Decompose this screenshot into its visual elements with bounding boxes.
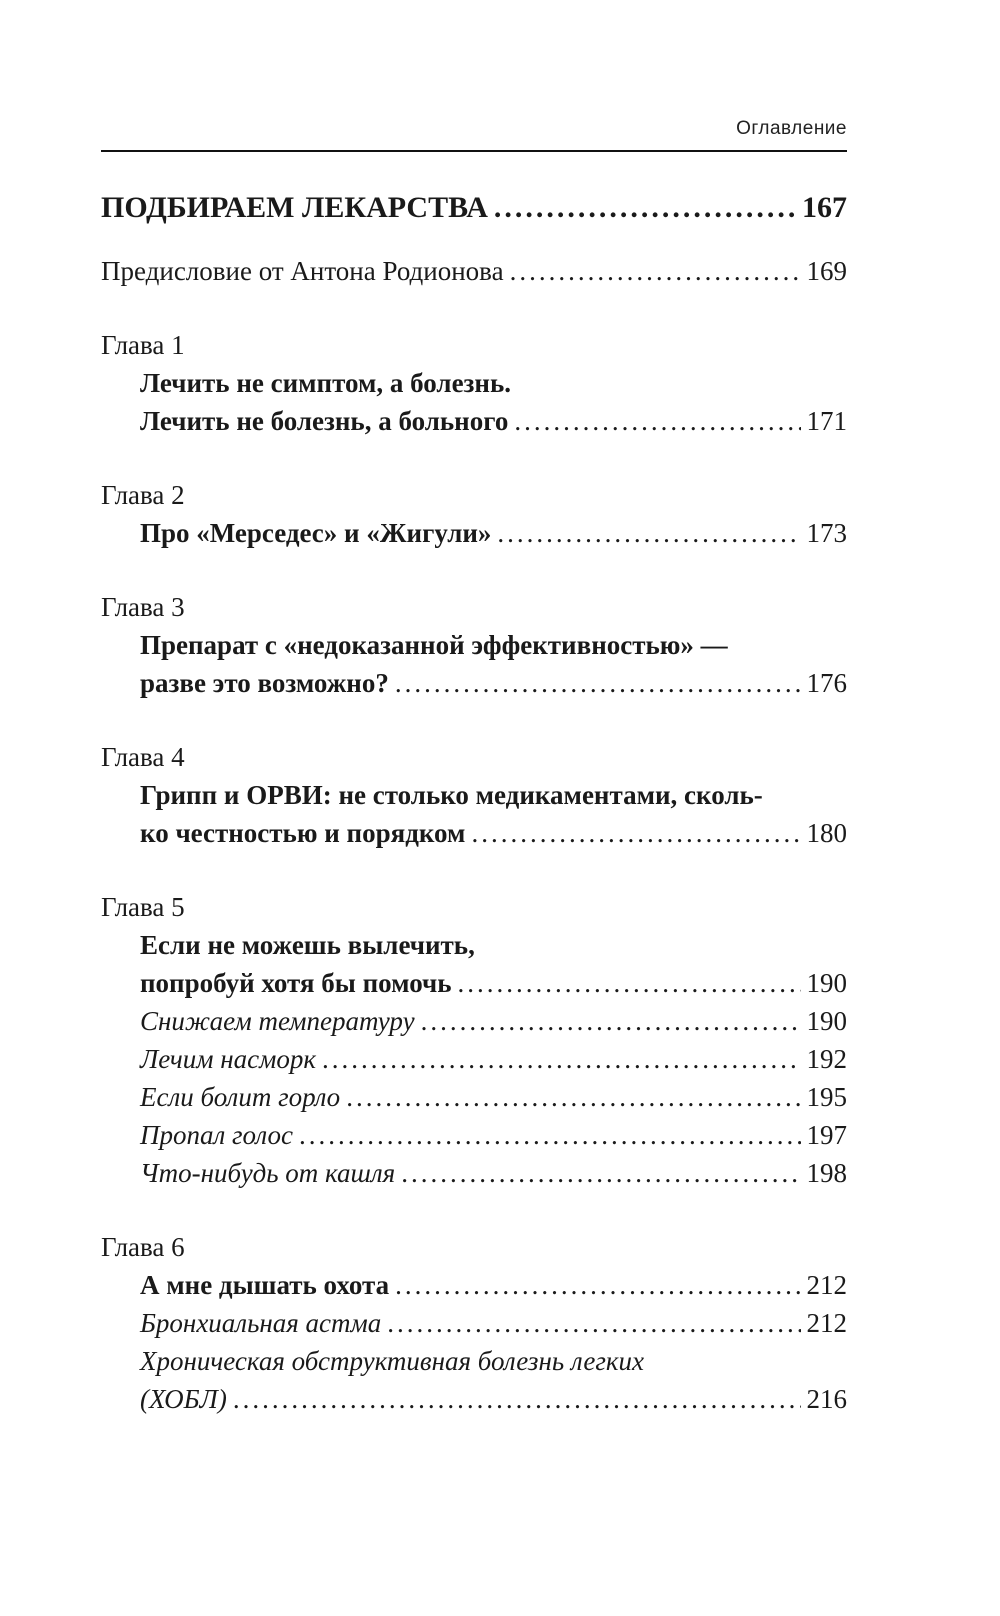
dot-leader (395, 1266, 800, 1304)
section-page-number: 167 (802, 191, 847, 224)
dot-leader (510, 252, 801, 290)
dot-leader (395, 664, 801, 702)
entry-page-number: 197 (806, 1120, 847, 1150)
entry-title: Пропал голос (140, 1120, 293, 1150)
dot-leader (458, 964, 801, 1002)
chapter-body (101, 1266, 847, 1418)
dot-leader (401, 1154, 800, 1192)
chapter-title-line: Препарат с «недоказанной эффективностью» — (140, 630, 728, 660)
subsection-entry (140, 1002, 847, 1040)
entry-page-number: 212 (806, 1270, 847, 1300)
chapter-title-entry (140, 514, 847, 552)
section-title: ПОДБИРАЕМ ЛЕКАРСТВА (101, 191, 488, 224)
subsection-entry (140, 1078, 847, 1116)
chapter-title-entry (140, 814, 847, 852)
subsection-entry (140, 1380, 847, 1418)
entry-title: ко честностью и порядком (140, 818, 466, 848)
dot-leader (322, 1040, 800, 1078)
chapter-6 (101, 1228, 847, 1418)
preface-entry (101, 252, 847, 290)
entry-page-number: 198 (806, 1158, 847, 1188)
chapter-body (101, 776, 847, 852)
running-header: Оглавление (736, 118, 847, 139)
entry-title: А мне дышать охота (140, 1270, 390, 1300)
subsection-entry (140, 1304, 847, 1342)
table-of-contents (101, 184, 847, 1418)
dot-leader (233, 1380, 801, 1418)
chapter-body (101, 926, 847, 1192)
chapter-title-line: Грипп и ОРВИ: не столько медикаментами, сколь- (140, 780, 763, 810)
chapter-label: Глава 1 (101, 330, 185, 360)
chapter-title-line: Если не можешь вылечить, (140, 930, 475, 960)
entry-title: Снижаем температуру (140, 1006, 415, 1036)
entry-page-number: 195 (806, 1082, 847, 1112)
entry-page-number: 216 (806, 1384, 847, 1414)
preface-title: Предисловие от Антона Родионова (101, 256, 504, 286)
header-rule (101, 150, 847, 152)
chapter-label: Глава 5 (101, 892, 185, 922)
chapter-1 (101, 326, 847, 440)
dot-leader (494, 184, 796, 232)
chapter-body (101, 626, 847, 702)
entry-title: разве это возможно? (140, 668, 389, 698)
chapter-label: Глава 2 (101, 480, 185, 510)
dot-leader (346, 1078, 800, 1116)
dot-leader (421, 1002, 801, 1040)
entry-page-number: 171 (806, 406, 847, 436)
dot-leader (471, 814, 800, 852)
chapter-3 (101, 588, 847, 702)
chapter-label: Глава 6 (101, 1232, 185, 1262)
preface-page-number: 169 (806, 256, 847, 286)
entry-title: (ХОБЛ) (140, 1384, 227, 1414)
subsection-entry (140, 1116, 847, 1154)
entry-title: Что-нибудь от кашля (140, 1158, 396, 1188)
subsection-entry (140, 1040, 847, 1078)
entry-title: Если болит горло (140, 1082, 341, 1112)
chapter-title-entry (140, 664, 847, 702)
entry-title: попробуй хотя бы помочь (140, 968, 452, 998)
chapter-2 (101, 476, 847, 552)
chapter-5 (101, 888, 847, 1192)
chapter-list (101, 326, 847, 1418)
entry-page-number: 192 (806, 1044, 847, 1074)
entry-title: Бронхиальная астма (140, 1308, 382, 1338)
entry-page-number: 176 (806, 668, 847, 698)
subsection-title-line: Хроническая обструктивная болезнь легких (140, 1346, 644, 1376)
dot-leader (514, 402, 800, 440)
entry-page-number: 212 (806, 1308, 847, 1338)
dot-leader (387, 1304, 800, 1342)
chapter-body (101, 514, 847, 552)
chapter-label: Глава 3 (101, 592, 185, 622)
entry-page-number: 190 (806, 1006, 847, 1036)
entry-title: Про «Мерседес» и «Жигули» (140, 518, 492, 548)
chapter-4 (101, 738, 847, 852)
entry-title: Лечим насморк (140, 1044, 317, 1074)
chapter-title-line: Лечить не симптом, а болезнь. (140, 368, 511, 398)
entry-title: Лечить не болезнь, а больного (140, 406, 509, 436)
chapter-title-entry (140, 402, 847, 440)
entry-page-number: 190 (806, 968, 847, 998)
dot-leader (299, 1116, 801, 1154)
section-entry (101, 184, 847, 232)
subsection-entry (140, 1154, 847, 1192)
chapter-label: Глава 4 (101, 742, 185, 772)
entry-page-number: 180 (806, 818, 847, 848)
dot-leader (497, 514, 800, 552)
entry-page-number: 173 (806, 518, 847, 548)
chapter-title-entry (140, 964, 847, 1002)
chapter-title-entry (140, 1266, 847, 1304)
chapter-body (101, 364, 847, 440)
